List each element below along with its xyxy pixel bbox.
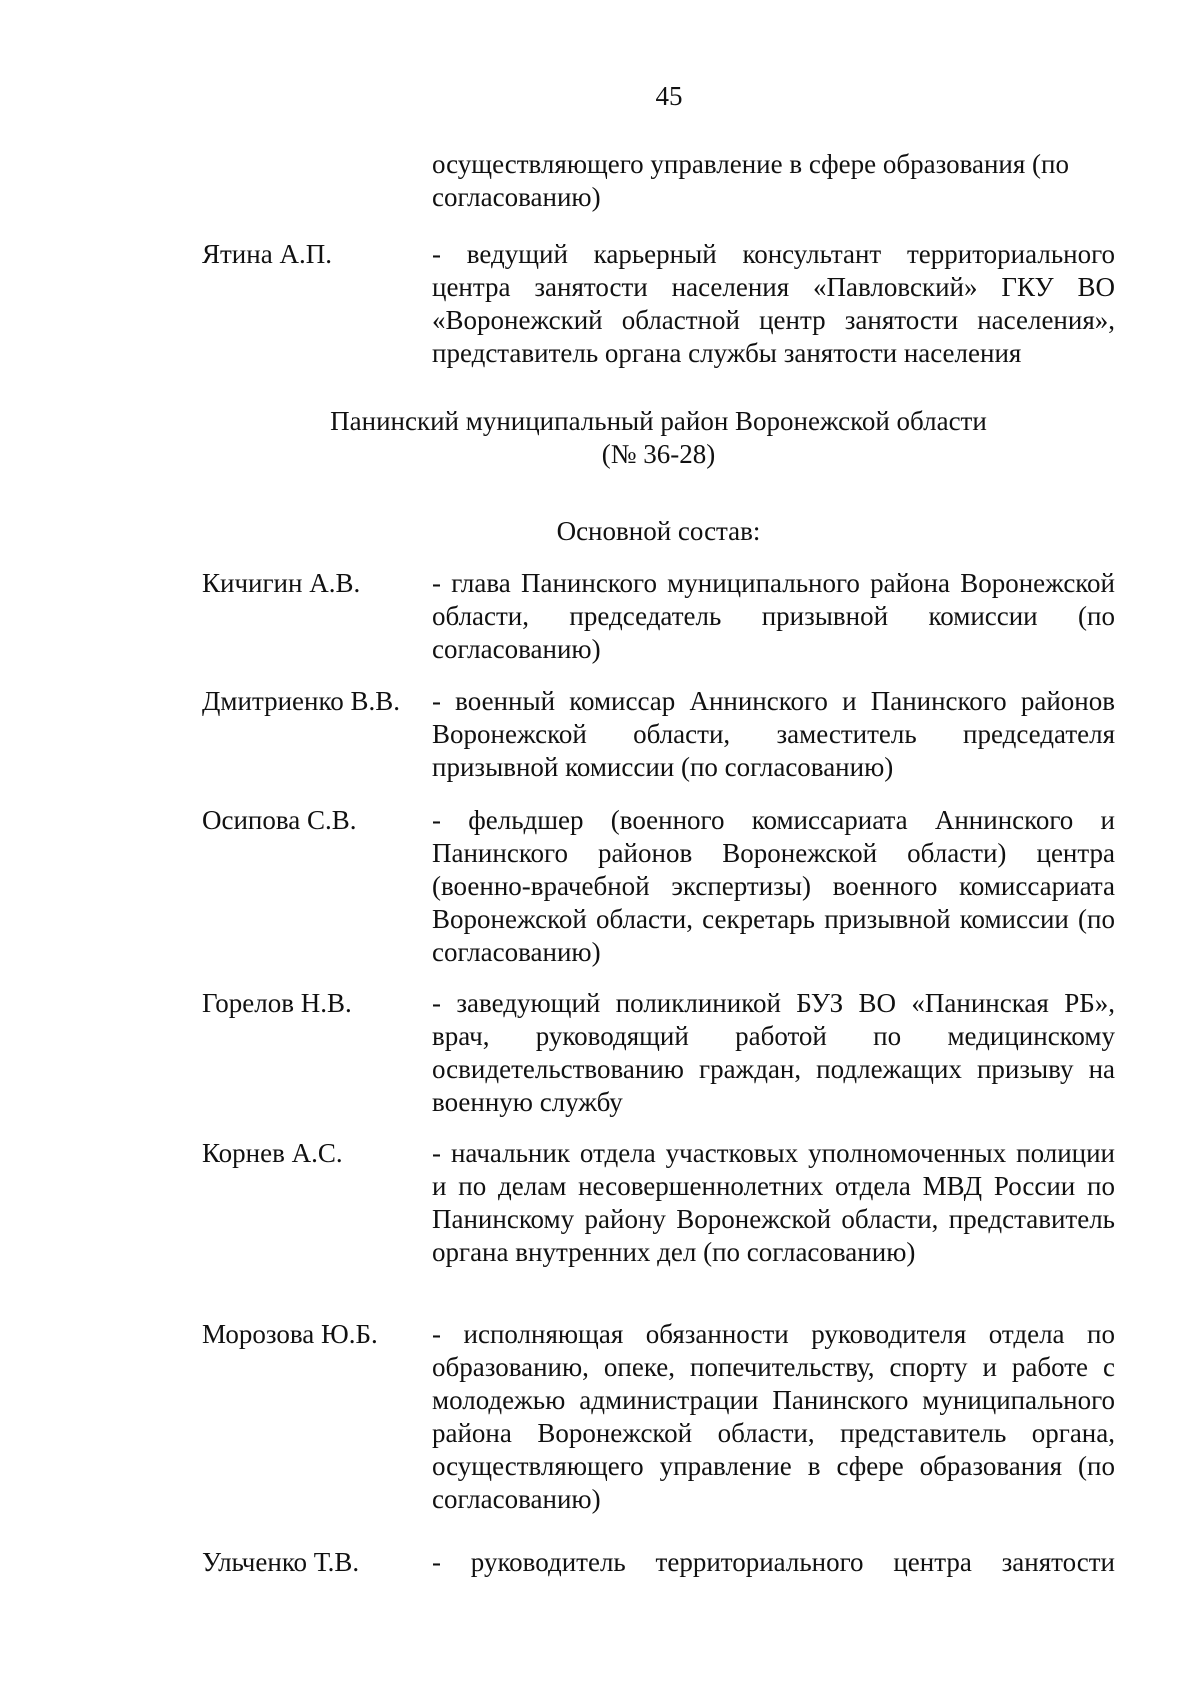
member-description: - военный комиссар Аннинского и Панинского районов Воронежской области, заместитель председателя призывной комиссии (по согласованию) xyxy=(432,686,1115,782)
member-description: - исполняющая обязанности руководителя отдела по образованию, опеке, попечительству, спорту и работе с молодежью администрации Панинского муниципального района Воронежской области, представитель органа, осуществляющего управление в сфере образования (по согласованию) xyxy=(432,1319,1115,1514)
member-name: Осипова С.В. xyxy=(202,805,357,835)
member-description: - руководитель территориального центра занятости xyxy=(432,1547,1115,1577)
member-entry xyxy=(202,1318,1115,1516)
member-entry xyxy=(202,1137,1115,1269)
member-entry xyxy=(202,685,1115,784)
member-entry xyxy=(202,987,1115,1119)
member-description: - начальник отдела участковых уполномоченных полиции и по делам несовершеннолетних отдела МВД России по Панинскому району Воронежской области, представитель органа внутренних дел (по согласованию) xyxy=(432,1138,1115,1267)
member-name: Кичигин А.В. xyxy=(202,568,361,598)
member-name: Морозова Ю.Б. xyxy=(202,1319,378,1349)
member-description: - фельдшер (военного комиссариата Аннинского и Панинского районов Воронежской области) центра (военно-врачебной экспертизы) военного комиссариата Воронежской области, секретарь призывной комиссии (по согласованию) xyxy=(432,805,1115,967)
continuation-text: осуществляющего управление в сфере образования (по согласованию) xyxy=(432,149,1069,212)
member-description: - глава Панинского муниципального района Воронежской области, председатель призывной комиссии (по согласованию) xyxy=(432,568,1115,664)
member-description: - ведущий карьерный консультант территориального центра занятости населения «Павловский» ГКУ ВО «Воронежский областной центр занятости населения», представитель органа службы занятости населения xyxy=(432,239,1115,368)
section-title-line2: (№ 36-28) xyxy=(601,439,716,469)
member-entry xyxy=(202,1546,1115,1579)
member-entry xyxy=(202,238,1115,370)
member-entry xyxy=(202,804,1115,969)
section-title-line1: Панинский муниципальный район Воронежской области xyxy=(330,406,987,436)
section-title xyxy=(202,405,1115,471)
member-name: Ульченко Т.В. xyxy=(202,1547,360,1577)
page-number: 45 xyxy=(655,81,683,111)
section-subtitle: Основной состав: xyxy=(556,516,761,546)
member-name: Дмитриенко В.В. xyxy=(202,686,400,716)
member-entry xyxy=(202,567,1115,666)
member-name: Ятина А.П. xyxy=(202,239,332,269)
member-description: - заведующий поликлиникой БУЗ ВО «Панинская РБ», врач, руководящий работой по медицинскому освидетельствованию граждан, подлежащих призыву на военную службу xyxy=(432,988,1115,1117)
member-name: Корнев А.С. xyxy=(202,1138,343,1168)
member-name: Горелов Н.В. xyxy=(202,988,352,1018)
